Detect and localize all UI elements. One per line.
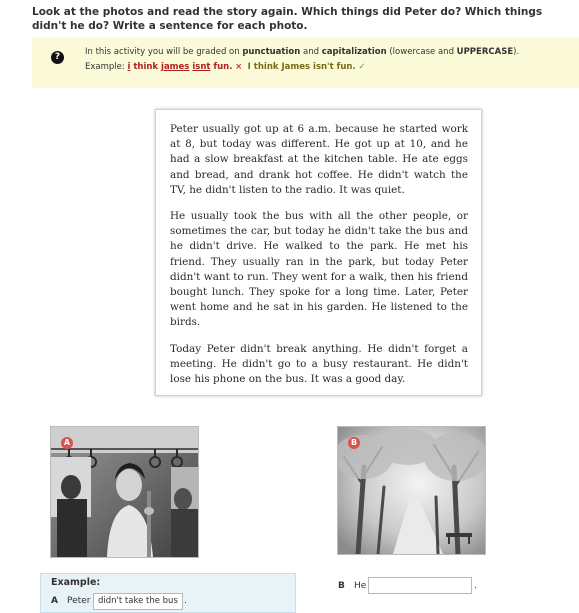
example-answer: didn't take the bus	[93, 593, 183, 610]
correct-example: I think James isn't fun.	[247, 62, 356, 72]
cross-icon: ×	[235, 62, 243, 72]
story-card	[155, 109, 482, 396]
example-period: .	[184, 596, 187, 606]
example-subject: Peter	[67, 596, 91, 606]
photo-label-b: B	[348, 437, 360, 449]
instruction-text: Look at the photos and read the story again. Which things did Peter do? Which things didn't he do? Write a sentence for each photo.	[32, 6, 543, 32]
example-box	[40, 573, 296, 613]
story-paragraph: Peter usually got up at 6 a.m. because he started work at 8, but today was different. He got up at 10, and he had a slow breakfast at the kitchen table. He ate eggs and bread, and drank hot coffee. He didn't watch the TV, he didn't listen to the radio. It was quiet.	[170, 123, 468, 196]
photo-park	[337, 426, 486, 555]
question-circle-icon: ?	[51, 51, 64, 64]
park-photo-image	[338, 427, 485, 554]
answer-b-input[interactable]	[368, 577, 472, 594]
photo-label-a: A	[61, 437, 73, 449]
notice-punctuation: punctuation	[242, 47, 301, 57]
bus-photo-image	[51, 427, 198, 557]
story-paragraph: He usually took the bus with all the other people, or sometimes the car, but today he didn't take the bus and he didn't drive. He walked to the park. He met his friend. They usually ran in the park, but today Peter didn't want to run. They went for a walk, then his friend bought lunch. They spoke for a long time. Later, Peter went home and he sat in his garden. He listened to the birds.	[170, 210, 468, 329]
notice-capitalization: capitalization	[321, 47, 387, 57]
example-title: Example:	[51, 577, 101, 588]
example-letter: A	[51, 596, 58, 606]
question-b-subject: He	[354, 581, 367, 591]
story-paragraph: Today Peter didn't break anything. He didn't forget a meeting. He didn't go to a busy restaurant. He didn't lose his phone on the bus. It was a good day.	[170, 342, 468, 386]
notice-uppercase: UPPERCASE	[456, 47, 514, 57]
incorrect-example: i think james isnt fun.	[127, 62, 233, 72]
question-b-period: .	[474, 581, 477, 591]
notice-example: Example: i think james isnt fun. × I think James isn't fun. ✓	[85, 62, 366, 72]
check-icon: ✓	[358, 62, 366, 72]
grading-notice	[32, 37, 579, 88]
notice-text: In this activity you will be graded on punctuation and capitalization (lowercase and UPPERCASE).	[85, 47, 520, 57]
question-b-letter: B	[338, 581, 345, 591]
photo-bus	[50, 426, 199, 558]
